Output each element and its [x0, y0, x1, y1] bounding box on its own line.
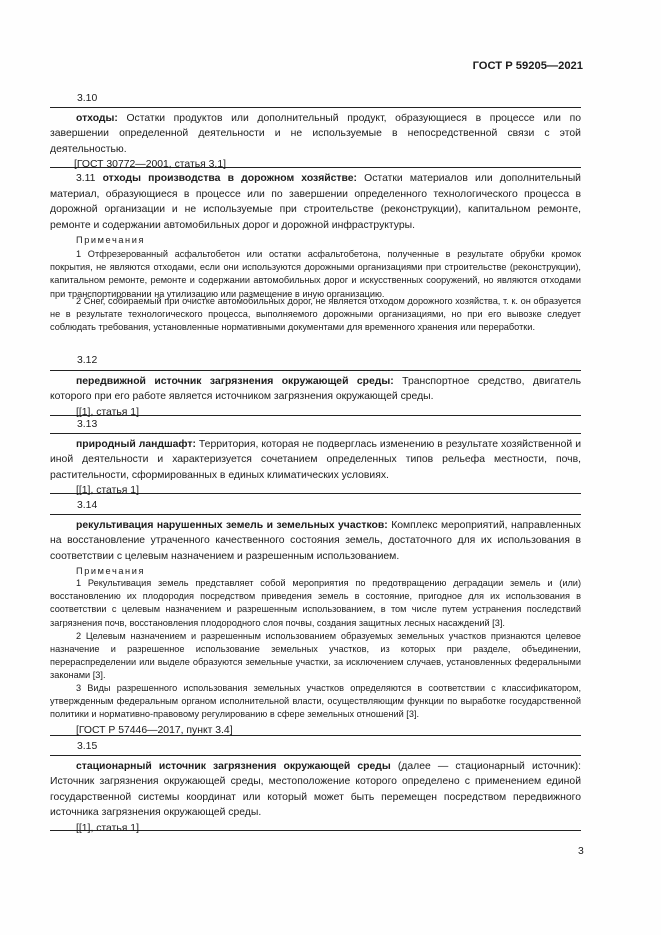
term-definition — [50, 111, 581, 157]
definition-text: Остатки материалов или дополнительный материал, образующиеся в процессе или по завершении определенного технологического процесса в дорожной организации и не используемые при строительстве (реконструкции), капитальном ремонте, ремонте и содержании автомобильных дорог и дорожной инфраструктуры. — [50, 173, 581, 231]
note-2: 2 Снег, собираемый при очистке автомобильных дорог, не является отходом дорожного хозяйства, т. к. он образуется не в результате технологического процесса, выполняемого дорожными организациями, но при его вывозке следует соблюдать требования, установленные нормативными документами для временного хранения или переработки. — [50, 296, 581, 333]
term-title: отходы производства в дорожном хозяйстве: — [95, 173, 358, 184]
notes-heading: Примечания — [76, 566, 146, 577]
note-3: 3 Виды разрешенного использования земельных участков определяются в соответствии с классификатором, утвержденным федеральным органом исполнительной власти, осуществляющим функции по выработке государственной политики и нормативно-правовому регулированию в сфере земельных отношений [3]. — [50, 682, 581, 720]
source-reference: [[1], статья 1] — [76, 822, 139, 834]
definition-text: (далее — стационарный источник): Источник загрязнения окружающей среды, местоположение которого определено с применением единой государственной системы координат или который может быть перемещен посредством передвижного источника загрязнения окружающей среды. — [50, 761, 581, 819]
source-reference: [[1], статья 1] — [76, 485, 139, 497]
term-box — [50, 755, 581, 834]
note-1: 1 Отфрезерованный асфальтобетон или остатки асфальтобетона, полученные в результате обрубки кромок покрытия, не являются отходами, если они используются дорожными организациями при строительстве (реконструкции), капитальном ремонте, ремонте и содержании автомобильных дорог и искусственных сооружений, но являются отходами при транспортировании на утилизацию или размещение в иную организацию. — [50, 249, 581, 299]
term-number: 3.13 — [77, 419, 98, 430]
source-reference: [ГОСТ 30772—2001, статья 3.1] — [74, 159, 226, 171]
term-box — [50, 433, 581, 497]
definition-text: Остатки продуктов или дополнительный продукт, образующиеся в процессе или по завершении определенной деятельности и не используемые в непосредственной связи с этой деятельностью. — [50, 113, 581, 155]
term-definition — [50, 759, 581, 821]
term-title: отходы: — [76, 113, 118, 124]
notes-heading: Примечания — [76, 235, 146, 245]
definition-text: Транспортное средство, двигатель которого при его работе является источником загрязнения окружающей среды. — [50, 376, 581, 403]
standard-designation: ГОСТ Р 59205—2021 — [472, 60, 583, 72]
term-number: 3.10 — [77, 93, 98, 104]
term-definition — [50, 374, 581, 405]
term-title: природный ландшафт: — [76, 439, 196, 450]
term-number: 3.14 — [77, 500, 98, 511]
term-title: стационарный источник загрязнения окружающей среды — [76, 761, 391, 772]
definition-text: Комплекс мероприятий, направленных на восстановление утраченного качественного состояния земель, достаточного для их использования в соответствии с целевым назначением и разрешенным использованием. — [50, 520, 581, 562]
term-definition — [50, 437, 581, 483]
note-2: 2 Целевым назначением и разрешенным использованием образуемых земельных участков признаются целевое назначение и разрешенное использование земельных участков, из которых при разделе, объединении, перераспределении или выделе образуются земельные участки, за исключением случаев, установленных федеральными законами [3]. — [50, 630, 581, 680]
term-number: 3.15 — [77, 741, 98, 752]
definition-text: Территория, которая не подверглась изменению в результате хозяйственной и иной деятельности и характеризуется сочетанием определенных типов рельефа местности, почв, растительности, сформированных в единых климатических условиях. — [50, 439, 581, 481]
source-reference: [ГОСТ Р 57446—2017, пункт 3.4] — [76, 725, 233, 737]
source-reference: [[1], статья 1] — [76, 406, 139, 418]
note-1: 1 Рекультивация земель представляет собой мероприятия по предотвращению деградации земель и (или) восстановлению их плодородия посредством приведения земель в состояние, пригодное для их использования в соответствии с целевым назначением и разрешенным использованием, в том числе путем устранения последствий загрязнения почв, восстановления плодородного слоя почвы, создания защитных лесных насаждений [3]. — [50, 578, 581, 628]
term-definition — [50, 171, 581, 233]
term-box — [50, 370, 581, 416]
term-number: 3.11 — [76, 173, 96, 184]
term-title: передвижной источник загрязнения окружающей среды: — [76, 376, 394, 387]
term-title: рекультивация нарушенных земель и земельных участков: — [76, 520, 388, 531]
page-number: 3 — [578, 846, 584, 857]
term-box — [50, 514, 581, 736]
term-definition — [50, 518, 581, 564]
term-number: 3.12 — [77, 355, 98, 366]
term-box — [50, 107, 581, 171]
